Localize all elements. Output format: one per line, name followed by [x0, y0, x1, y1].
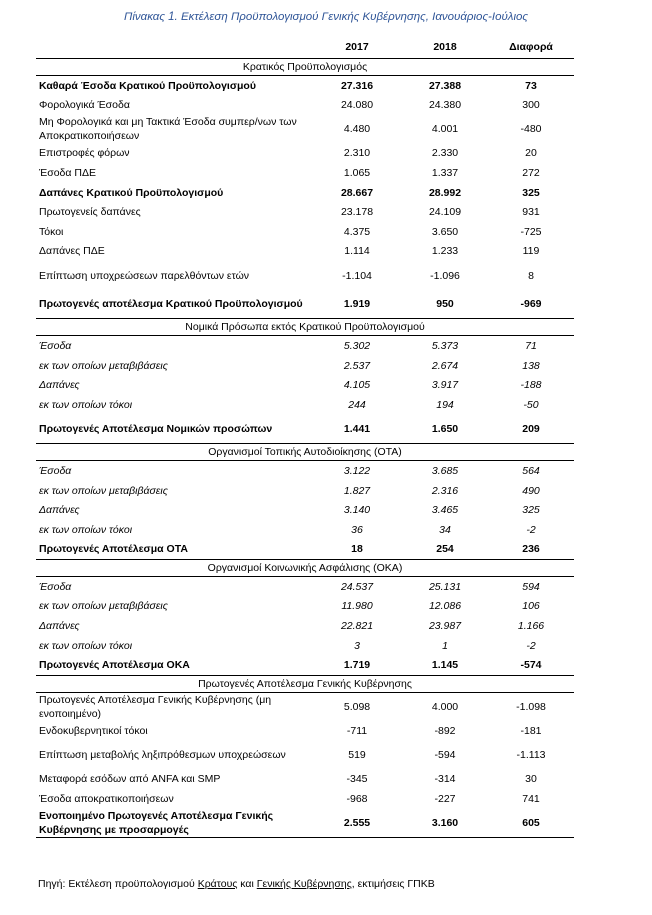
table-row	[36, 96, 574, 116]
value-2018: 1.337	[431, 167, 459, 180]
value-2018: 24.380	[428, 99, 462, 112]
row-label: Φορολογικά Έσοδα	[39, 99, 130, 112]
value-2017: 11.980	[341, 600, 373, 613]
value-diff: 741	[522, 793, 540, 806]
table-row	[36, 722, 574, 742]
value-diff: 119	[522, 245, 540, 258]
value-diff: 300	[522, 99, 540, 112]
value-2017: -345	[346, 773, 368, 786]
table-row	[36, 616, 574, 636]
table-row	[36, 809, 574, 838]
note-suffix: , εκτιμήσεις ΓΠΚΒ	[351, 878, 435, 890]
value-diff: 272	[522, 167, 540, 180]
value-2017: 5.302	[343, 340, 371, 353]
section-header-row	[36, 676, 574, 693]
table-row	[36, 356, 574, 376]
row-label: εκ των οποίων μεταβιβάσεις	[39, 484, 168, 497]
row-label: Μη Φορολογικά και μη Τακτικά Έσοδα συμπερ/νων των Αποκρατικοποιήσεων	[39, 116, 297, 143]
table-row	[36, 461, 574, 481]
row-label: Πρωτογενές Αποτέλεσμα Γενικής Κυβέρνησης (μη ενοποιημένο)	[39, 694, 272, 721]
value-2017: 22.821	[340, 620, 374, 633]
header-2017: 2017	[312, 36, 402, 59]
table-row	[36, 261, 574, 290]
table-row	[36, 336, 574, 356]
value-2018: 4.001	[431, 123, 459, 136]
row-label: Πρωτογενές Αποτέλεσμα ΟΤΑ	[39, 543, 188, 556]
value-diff: -1.113	[516, 749, 546, 762]
row-label: Πρωτογενείς δαπάνες	[39, 206, 141, 219]
value-2017: 1.114	[344, 245, 370, 258]
row-label: Δαπάνες ΠΔΕ	[39, 245, 105, 258]
value-2018: 1.145	[431, 659, 459, 672]
table-row	[36, 222, 574, 242]
row-label: Ενδοκυβερνητικοί τόκοι	[39, 725, 148, 738]
table-row	[36, 242, 574, 262]
value-2017: -711	[346, 725, 368, 738]
header-label	[36, 36, 312, 59]
value-diff: -2	[526, 523, 536, 536]
row-label: Δαπάνες	[39, 620, 80, 633]
value-2017: 2.310	[343, 147, 371, 160]
value-diff: 20	[525, 147, 537, 160]
value-2017: 5.098	[343, 701, 371, 714]
value-diff: 564	[522, 464, 540, 477]
table-body	[36, 59, 574, 838]
value-2018: 28.992	[428, 186, 462, 199]
value-diff: 30	[525, 773, 537, 786]
value-2018: 2.330	[431, 147, 459, 160]
table-row	[36, 183, 574, 203]
row-label: Καθαρά Έσοδα Κρατικού Προϋπολογισμού	[39, 79, 256, 92]
table-row	[36, 115, 574, 144]
value-2018: 2.316	[431, 484, 459, 497]
value-2017: 1.719	[343, 659, 371, 672]
value-2017: 18	[351, 543, 363, 556]
value-2018: 1	[442, 639, 448, 652]
table-row	[36, 789, 574, 809]
section-title: Οργανισμοί Τοπικής Αυτοδιοίκησης (ΟΤΑ)	[36, 444, 574, 461]
value-diff: 325	[522, 504, 540, 517]
value-diff: 605	[488, 809, 574, 838]
value-2017: 3.140	[343, 504, 371, 517]
row-label: Δαπάνες	[39, 379, 80, 392]
header-diff: Διαφορά	[488, 36, 574, 59]
value-diff: 325	[522, 186, 540, 199]
row-label: Πρωτογενές Αποτέλεσμα Νομικών προσώπων	[39, 422, 273, 435]
value-2017: 24.537	[340, 580, 374, 593]
table-row	[36, 693, 574, 722]
value-2017: 4.480	[343, 123, 371, 136]
value-diff: 209	[522, 422, 540, 435]
table-row	[36, 415, 574, 444]
value-2017: 2.537	[343, 359, 371, 372]
value-2018: -314	[434, 773, 456, 786]
budget-table	[36, 36, 574, 838]
value-diff: -2	[526, 639, 536, 652]
source-note	[38, 878, 435, 890]
note-prefix: Πηγή: Εκτέλεση προϋπολογισμού	[38, 878, 198, 890]
value-2018: 3.650	[431, 225, 459, 238]
value-2018: -892	[434, 725, 456, 738]
header-row	[36, 36, 574, 59]
row-label: εκ των οποίων τόκοι	[39, 639, 133, 652]
value-2018: 4.000	[431, 701, 459, 714]
section-title: Νομικά Πρόσωπα εκτός Κρατικού Προϋπολογισμού	[36, 319, 574, 336]
row-label: Μεταφορά εσόδων από ANFA και SMP	[39, 773, 221, 786]
value-diff: -969	[520, 298, 542, 310]
table-row	[36, 375, 574, 395]
row-label: Επιστροφές φόρων	[39, 147, 130, 160]
table-row	[36, 290, 574, 319]
value-2018: 194	[436, 398, 454, 411]
section-title: Πρωτογενές Αποτέλεσμα Γενικής Κυβέρνησης	[36, 676, 574, 693]
value-diff: 138	[522, 359, 540, 372]
value-diff: 490	[522, 484, 540, 497]
table-row	[36, 770, 574, 790]
row-label: Δαπάνες Κρατικού Προϋπολογισμού	[39, 186, 224, 199]
table-row	[36, 395, 574, 415]
value-diff: 931	[522, 206, 540, 219]
table-row	[36, 655, 574, 675]
section-header-row	[36, 444, 574, 461]
value-2017: 36	[351, 523, 363, 536]
value-diff: -50	[523, 398, 539, 411]
row-label: Έσοδα	[39, 464, 72, 477]
section-header-row	[36, 59, 574, 76]
value-2017: 24.080	[340, 99, 374, 112]
value-2017: -1.104	[342, 269, 372, 282]
table-row	[36, 597, 574, 617]
section-header-row	[36, 319, 574, 336]
table-row	[36, 76, 574, 96]
row-label: Έσοδα ΠΔΕ	[39, 167, 96, 180]
row-label: Δαπάνες	[39, 504, 80, 517]
table-row	[36, 540, 574, 560]
value-2017: 4.375	[343, 225, 371, 238]
table-row	[36, 500, 574, 520]
value-2017: 244	[348, 398, 366, 411]
value-2017: -968	[346, 793, 368, 806]
value-2018: -594	[434, 749, 456, 762]
value-diff: -181	[520, 725, 542, 738]
row-label: εκ των οποίων μεταβιβάσεις	[39, 600, 168, 613]
value-2017: 1.919	[343, 298, 371, 310]
value-2018: 2.674	[431, 359, 459, 372]
value-diff: 73	[525, 79, 537, 92]
row-label: Πρωτογενές Αποτέλεσμα ΟΚΑ	[39, 659, 190, 672]
value-2018: 24.109	[428, 206, 462, 219]
value-2017: 3	[354, 639, 360, 652]
table-row	[36, 163, 574, 183]
table-row	[36, 144, 574, 164]
row-label: εκ των οποίων μεταβιβάσεις	[39, 359, 168, 372]
value-diff: -188	[520, 379, 542, 392]
row-label: Πρωτογενές αποτέλεσμα Κρατικού Προϋπολογισμού	[39, 298, 303, 310]
value-diff: 594	[522, 580, 540, 593]
header-2018: 2018	[402, 36, 488, 59]
value-2017: 3.122	[343, 464, 371, 477]
table-row	[36, 202, 574, 222]
link-general-government[interactable]: Γενικής Κυβέρνησης	[256, 878, 352, 890]
value-diff: 8	[528, 269, 534, 282]
value-2018: 3.465	[431, 504, 459, 517]
value-diff: 1.166	[517, 620, 545, 633]
row-label: Επίπτωση υποχρεώσεων παρελθόντων ετών	[39, 269, 250, 282]
value-2018: 5.373	[431, 340, 459, 353]
value-2017: 1.065	[343, 167, 371, 180]
note-mid: και	[237, 878, 257, 890]
row-label: Έσοδα αποκρατικοποιήσεων	[39, 793, 174, 806]
section-title: Οργανισμοί Κοινωνικής Ασφάλισης (ΟΚΑ)	[36, 560, 574, 577]
row-label: Έσοδα	[39, 580, 72, 593]
table-caption: Πίνακας 1. Εκτέλεση Προϋπολογισμού Γενικής Κυβέρνησης, Ιανουάριος-Ιούλιος	[124, 11, 528, 23]
value-2018: 12.086	[428, 600, 462, 613]
value-2018: 23.987	[428, 620, 462, 633]
link-state[interactable]: Κράτους	[197, 878, 238, 890]
value-2018: 3.685	[431, 464, 459, 477]
value-2018: 3.917	[431, 379, 459, 392]
value-2018: -227	[434, 793, 456, 806]
table-row	[36, 636, 574, 656]
row-label: εκ των οποίων τόκοι	[39, 398, 133, 411]
value-2017: 23.178	[340, 206, 374, 219]
value-diff: 106	[522, 600, 540, 613]
value-diff: -574	[520, 659, 542, 672]
value-2017: 27.316	[340, 79, 374, 92]
value-2018: 27.388	[428, 79, 462, 92]
row-label: Ενοποιημένο Πρωτογενές Αποτέλεσμα Γενικής Κυβέρνησης με προσαρμογές	[36, 809, 312, 838]
row-label: Έσοδα	[39, 340, 72, 353]
value-2018: 1.650	[431, 422, 459, 435]
value-diff: 71	[525, 340, 537, 353]
value-2017: 519	[348, 749, 366, 762]
value-2018: 25.131	[428, 580, 462, 593]
row-label: εκ των οποίων τόκοι	[39, 523, 133, 536]
value-2017: 2.555	[312, 809, 402, 838]
value-diff: 236	[522, 543, 540, 556]
value-2017: 28.667	[340, 186, 374, 199]
table-row	[36, 741, 574, 770]
value-2018: 34	[439, 523, 451, 536]
value-diff: -1.098	[516, 701, 546, 714]
section-title: Κρατικός Προϋπολογισμός	[36, 59, 574, 76]
row-label: Τόκοι	[39, 225, 64, 238]
value-2017: 1.441	[343, 422, 371, 435]
table-row	[36, 481, 574, 501]
value-2018: -1.096	[430, 269, 460, 282]
section-header-row	[36, 560, 574, 577]
value-2017: 1.827	[343, 484, 371, 497]
table-row	[36, 520, 574, 540]
value-diff: -725	[520, 225, 542, 238]
table-row	[36, 577, 574, 597]
value-2018: 950	[436, 298, 454, 310]
value-2017: 4.105	[343, 379, 371, 392]
row-label: Επίπτωση μεταβολής ληξιπρόθεσμων υποχρεώσεων	[39, 749, 286, 762]
value-2018: 1.233	[431, 245, 459, 258]
value-diff: -480	[520, 123, 542, 136]
value-2018: 3.160	[402, 809, 488, 838]
value-2018: 254	[436, 543, 454, 556]
